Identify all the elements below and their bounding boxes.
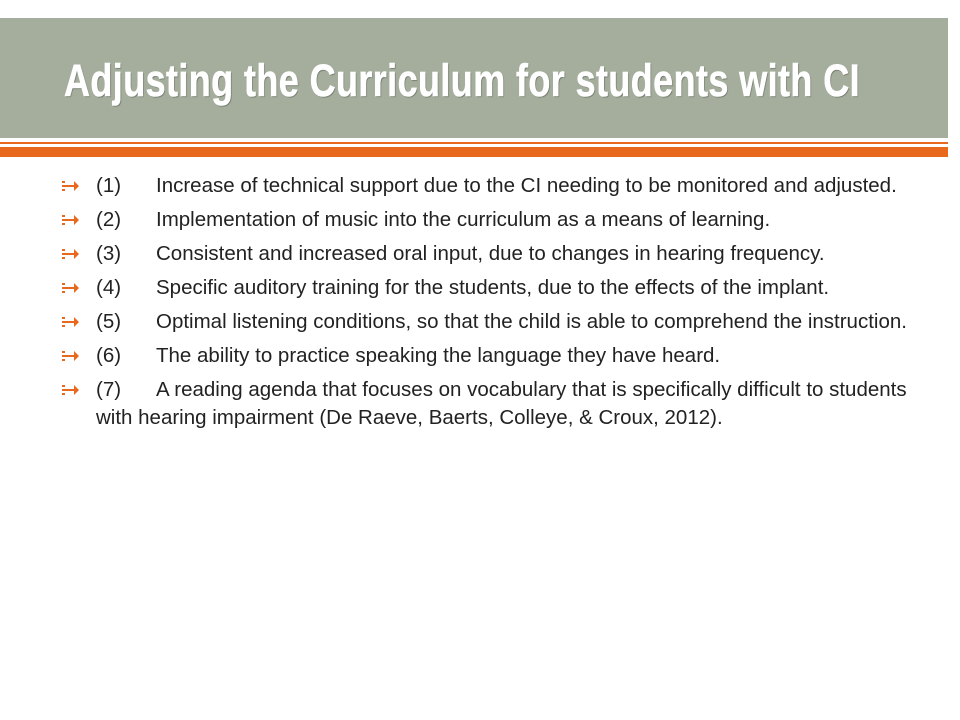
title-band bbox=[0, 18, 948, 138]
slide-title: Adjusting the Curriculum for students with CI bbox=[64, 55, 860, 106]
orange-arrow-bullet-icon bbox=[60, 346, 80, 366]
bullet-number: (3) bbox=[96, 242, 122, 265]
bullet-item-2 bbox=[60, 206, 910, 234]
bullet-number: (7) bbox=[96, 378, 122, 401]
accent-line-thin bbox=[0, 142, 948, 144]
bullet-list bbox=[60, 172, 910, 438]
bullet-text: Optimal listening conditions, so that the child is able to comprehend the instruction. bbox=[156, 310, 907, 333]
bullet-number: (6) bbox=[96, 344, 122, 367]
orange-arrow-bullet-icon bbox=[60, 244, 80, 264]
orange-arrow-bullet-icon bbox=[60, 312, 80, 332]
bullet-text: A reading agenda that focuses on vocabulary that is specifically difficult to students with hearing impairment (De Raeve, Baerts, Colleye, & Croux, 2012). bbox=[96, 378, 907, 429]
orange-arrow-bullet-icon bbox=[60, 380, 80, 400]
bullet-item-3 bbox=[60, 240, 910, 268]
bullet-text: The ability to practice speaking the language they have heard. bbox=[156, 344, 721, 367]
bullet-text: Consistent and increased oral input, due to changes in hearing frequency. bbox=[156, 242, 825, 265]
orange-arrow-bullet-icon bbox=[60, 210, 80, 230]
bullet-item-6 bbox=[60, 342, 910, 370]
bullet-number: (2) bbox=[96, 208, 122, 231]
bullet-number: (1) bbox=[96, 174, 122, 197]
bullet-item-5 bbox=[60, 308, 910, 336]
bullet-item-7 bbox=[60, 376, 910, 432]
accent-line-thick bbox=[0, 147, 948, 157]
bullet-item-4 bbox=[60, 274, 910, 302]
bullet-text: Increase of technical support due to the CI needing to be monitored and adjusted. bbox=[156, 174, 897, 197]
bullet-number: (5) bbox=[96, 310, 122, 333]
bullet-number: (4) bbox=[96, 276, 122, 299]
orange-arrow-bullet-icon bbox=[60, 278, 80, 298]
orange-arrow-bullet-icon bbox=[60, 176, 80, 196]
bullet-text: Specific auditory training for the students, due to the effects of the implant. bbox=[156, 276, 830, 299]
bullet-text: Implementation of music into the curriculum as a means of learning. bbox=[156, 208, 771, 231]
bullet-item-1 bbox=[60, 172, 910, 200]
